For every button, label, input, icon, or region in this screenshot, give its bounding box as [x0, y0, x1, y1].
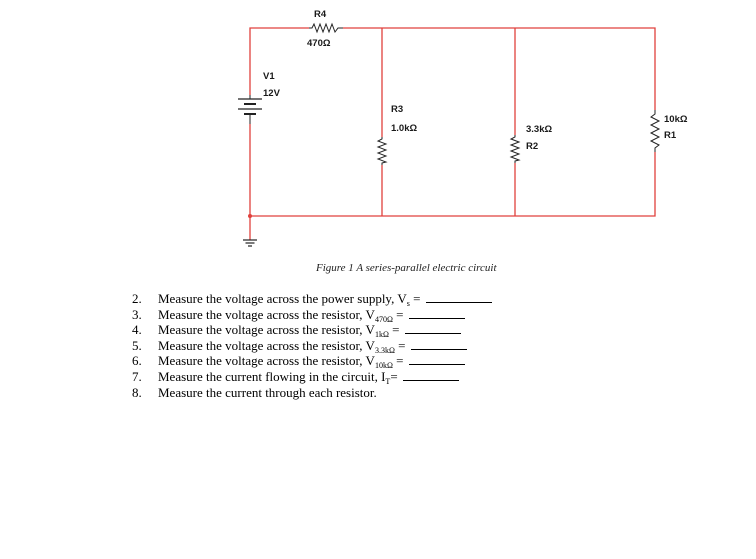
question-text: Measure the voltage across the resistor, V [158, 353, 375, 369]
question-number: 5. [132, 337, 142, 353]
r1-resistor-symbol [651, 110, 659, 152]
bottom-wire [250, 124, 655, 216]
r4-name-label: R4 [314, 9, 327, 20]
question-item [132, 338, 492, 354]
answer-blank[interactable] [403, 369, 459, 381]
question-item [132, 307, 492, 323]
question-item [132, 369, 492, 385]
r3-resistor-symbol [378, 137, 386, 165]
question-equals: = [392, 306, 407, 322]
r2-name-label: R2 [526, 141, 539, 152]
r2-resistor-symbol [511, 135, 519, 163]
question-subscript: T [385, 376, 391, 386]
question-equals: = [409, 291, 424, 306]
top-wire-right [343, 28, 655, 110]
r2-value-label: 3.3kΩ [526, 124, 553, 135]
answer-blank[interactable] [426, 291, 492, 303]
question-item [132, 385, 492, 401]
answer-blank[interactable] [409, 353, 465, 365]
question-subscript: 3.3kΩ [374, 345, 395, 355]
question-number: 7. [132, 368, 142, 384]
question-number: 3. [132, 306, 142, 322]
question-item [132, 291, 492, 307]
question-list [132, 291, 492, 400]
figure-caption: Figure 1 A series-parallel electric circuit [316, 262, 497, 274]
question-equals: = [388, 322, 403, 338]
components [238, 24, 659, 246]
question-item [132, 353, 492, 369]
v1-battery-symbol [238, 95, 262, 124]
ground-icon [243, 240, 257, 246]
question-text: Measure the voltage across the resistor, V [158, 306, 375, 322]
question-text: Measure the voltage across the power supply, V [158, 291, 407, 306]
question-text: Measure the current through each resistor. [158, 384, 377, 400]
circuit-wires [250, 28, 655, 240]
question-number: 4. [132, 322, 142, 338]
circuit-diagram [0, 0, 756, 260]
question-text: Measure the voltage across the resistor, V [158, 322, 375, 338]
r4-value-label: 470Ω [307, 38, 331, 49]
question-text: Measure the current flowing in the circuit, I [158, 368, 386, 384]
question-equals: = [394, 337, 409, 353]
question-equals: = [392, 353, 407, 369]
v1-name-label: V1 [263, 71, 275, 82]
question-number: 8. [132, 384, 142, 400]
question-subscript: 1kΩ [374, 330, 389, 340]
answer-blank[interactable] [409, 307, 465, 319]
ground-junction [248, 214, 252, 218]
r1-name-label: R1 [664, 130, 677, 141]
question-subscript: 10kΩ [374, 361, 393, 371]
question-equals: = [390, 368, 401, 384]
question-number: 2. [132, 291, 142, 306]
question-text: Measure the voltage across the resistor, V [158, 337, 375, 353]
answer-blank[interactable] [411, 338, 467, 350]
v1-value-label: 12V [263, 88, 280, 99]
question-number: 6. [132, 353, 142, 369]
r4-resistor-symbol [309, 24, 343, 32]
r3-name-label: R3 [391, 104, 404, 115]
question-item [132, 322, 492, 338]
r3-value-label: 1.0kΩ [391, 123, 418, 134]
question-subscript: s [406, 299, 410, 308]
top-wire-left [250, 28, 309, 95]
question-subscript: 470Ω [374, 314, 393, 324]
r1-value-label: 10kΩ [664, 114, 688, 125]
answer-blank[interactable] [405, 322, 461, 334]
